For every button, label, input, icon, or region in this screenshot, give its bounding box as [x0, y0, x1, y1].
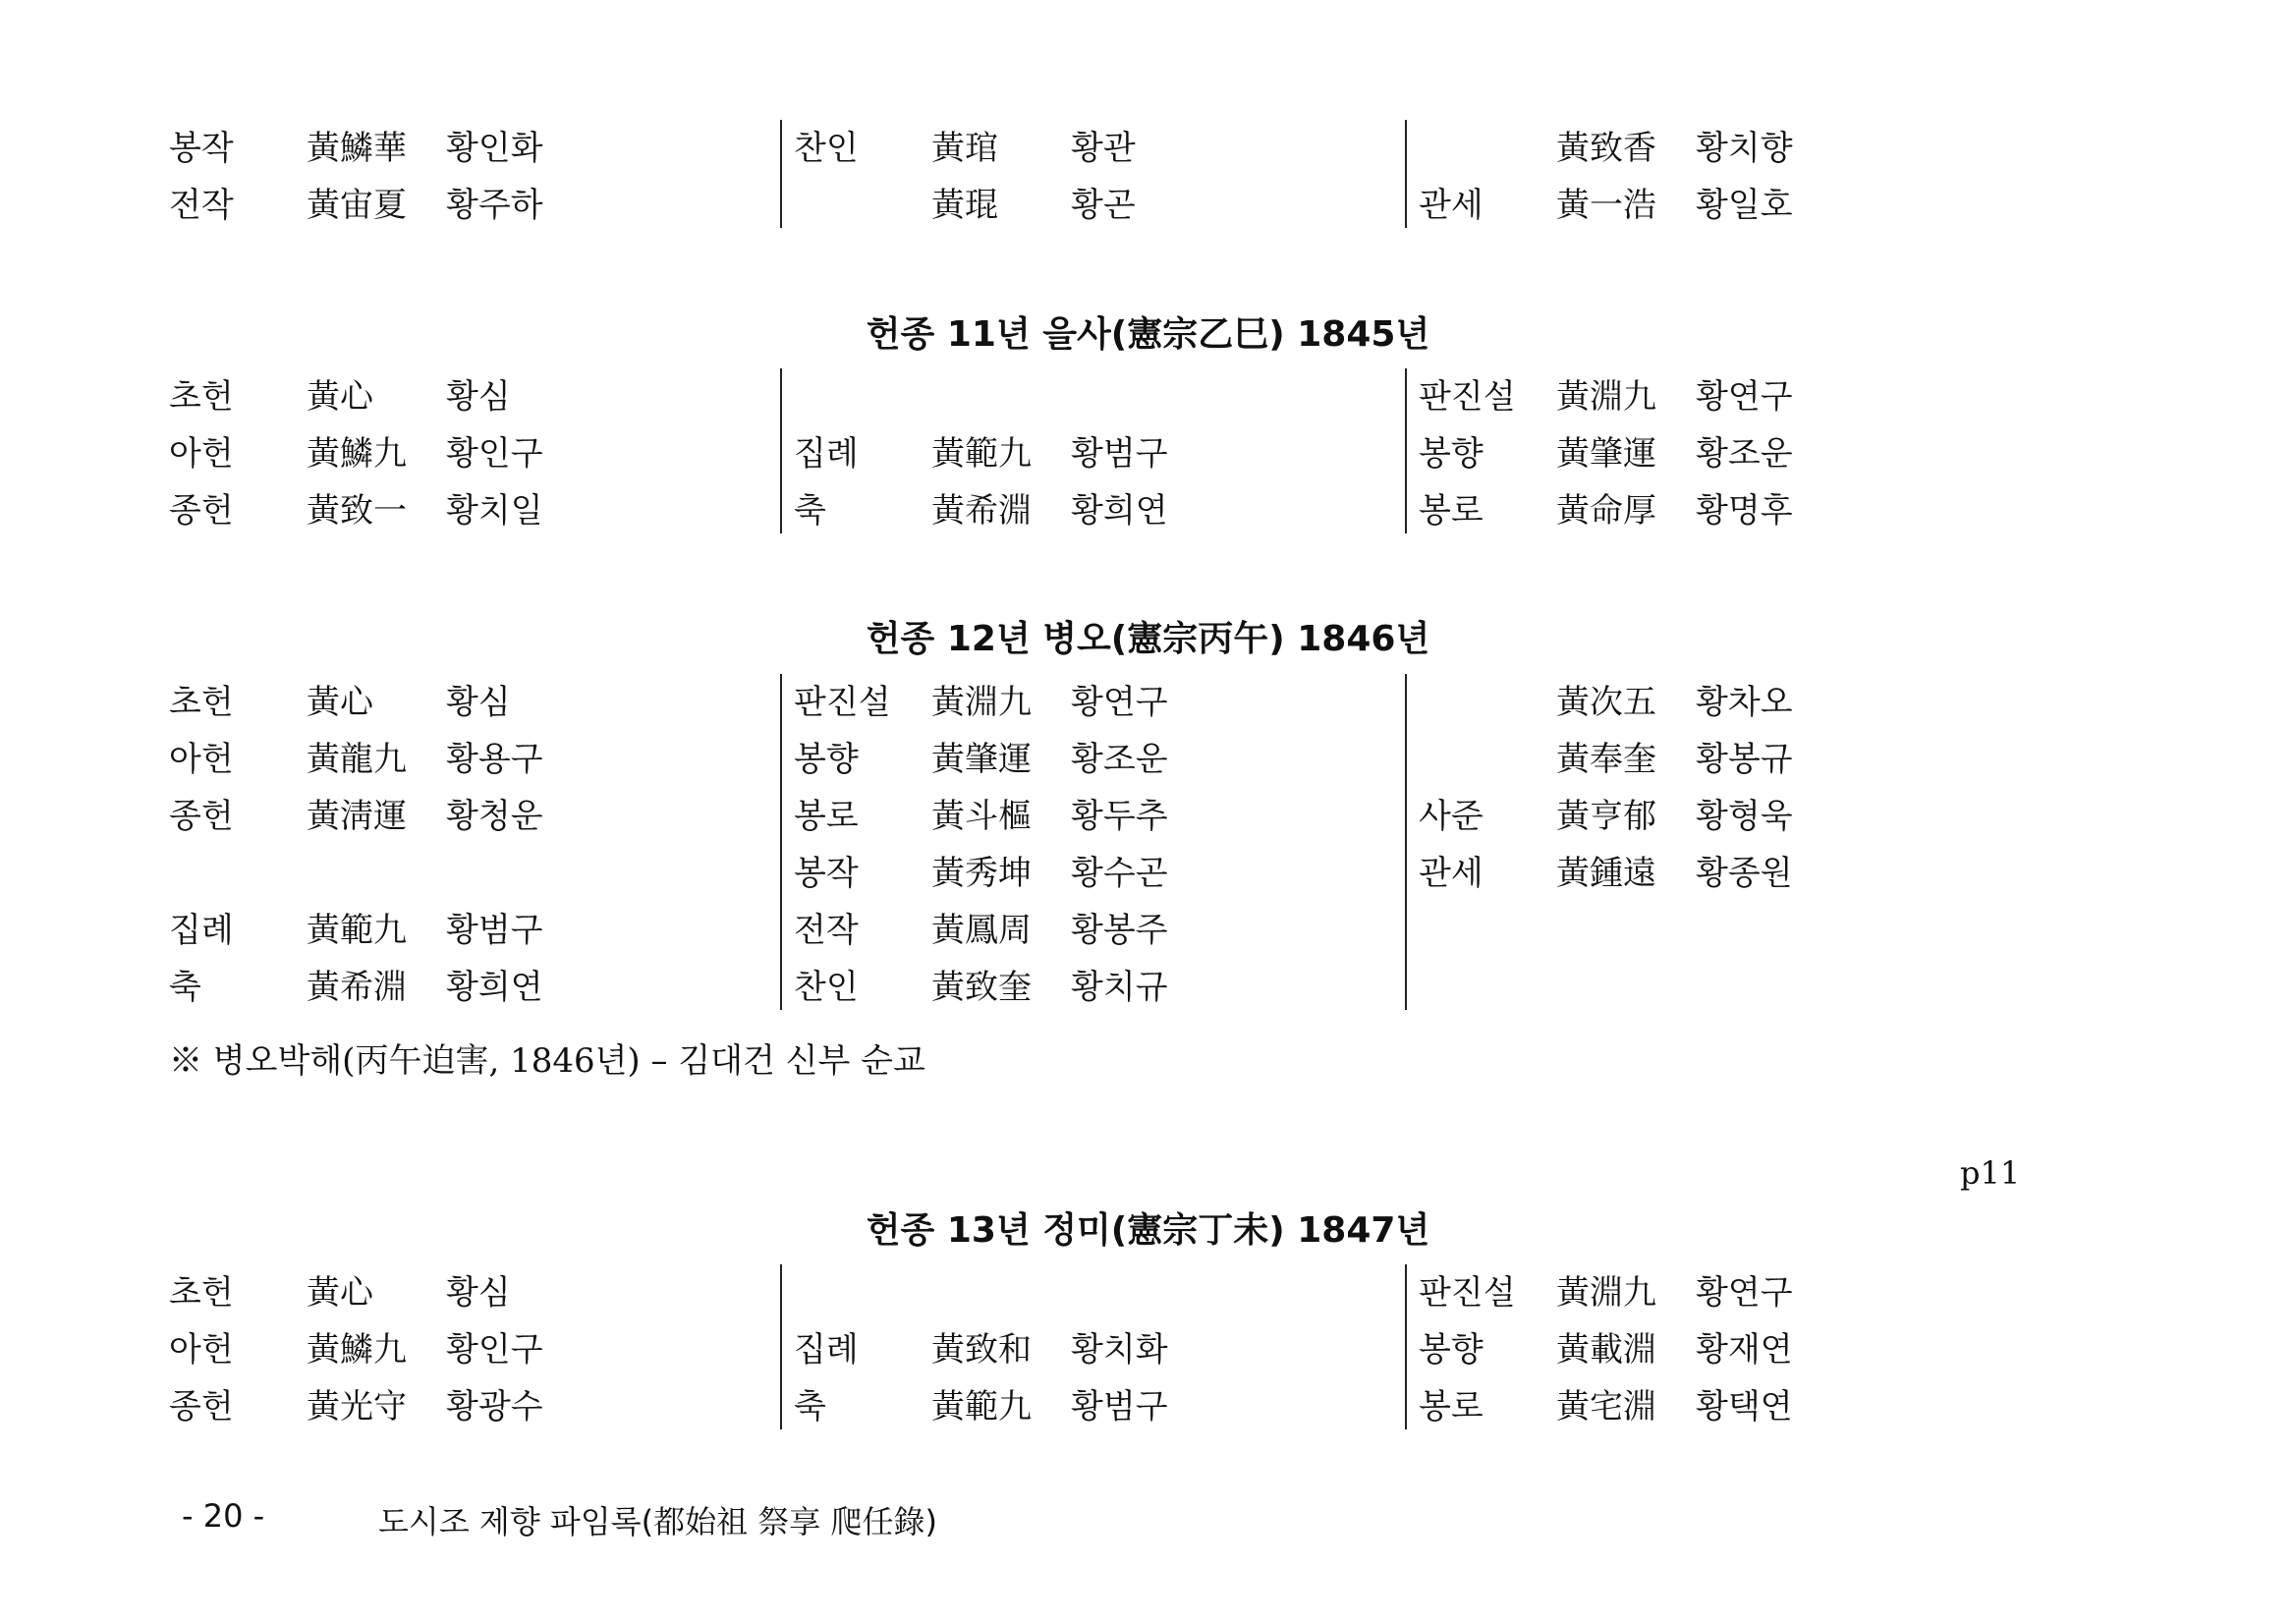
role-label: 전작 [794, 911, 859, 950]
section-1846 [0, 674, 2296, 1016]
korean-name: 황인구 [446, 1330, 543, 1370]
hanja-name: 黃心 [307, 1273, 373, 1313]
korean-name: 황인구 [446, 434, 543, 474]
role-label: 관세 [1419, 186, 1484, 225]
hanja-name: 黃鍾遠 [1556, 854, 1656, 893]
korean-name: 황조운 [1071, 740, 1168, 779]
korean-name: 황연구 [1696, 1273, 1793, 1313]
korean-name: 황주하 [446, 186, 543, 225]
korean-name: 황청운 [446, 797, 543, 836]
hanja-name: 黃琨 [931, 186, 998, 225]
role-label: 전작 [169, 186, 234, 225]
role-label: 판진설 [1419, 377, 1516, 417]
role-label: 종헌 [169, 491, 234, 531]
column-left [169, 1264, 758, 1435]
hanja-name: 黃鳳周 [931, 911, 1032, 950]
hanja-name: 黃肇運 [931, 740, 1032, 779]
hanja-name: 黃致奎 [931, 968, 1032, 1007]
role-label: 봉작 [169, 129, 234, 168]
column-middle [780, 1264, 1372, 1429]
footer-page-number: - 20 - [182, 1497, 265, 1535]
korean-name: 황재연 [1696, 1330, 1793, 1370]
role-label: 종헌 [169, 797, 234, 836]
section-1847 [0, 1264, 2296, 1435]
korean-name: 황연구 [1071, 683, 1168, 722]
korean-name: 황희연 [446, 968, 543, 1007]
role-label: 아헌 [169, 434, 234, 474]
role-label: 초헌 [169, 683, 234, 722]
column-right [1405, 120, 1996, 228]
hanja-name: 黃奉奎 [1556, 740, 1656, 779]
column-left [169, 674, 758, 1016]
footer-title: 도시조 제향 파임록(都始祖 祭享 爬任錄) [378, 1503, 937, 1540]
section-heading-1847: 헌종 13년 정미(憲宗丁未) 1847년 [866, 1210, 1430, 1251]
column-right [1405, 674, 1996, 1010]
hanja-name: 黃範九 [307, 911, 407, 950]
role-label: 초헌 [169, 1273, 234, 1313]
column-middle [780, 368, 1372, 533]
hanja-name: 黃淵九 [1556, 377, 1656, 417]
role-label: 집례 [794, 434, 859, 474]
role-label: 아헌 [169, 1330, 234, 1370]
page-marker: p11 [1960, 1154, 2021, 1192]
hanja-name: 黃範九 [931, 1387, 1032, 1426]
column-left [169, 368, 758, 539]
hanja-name: 黃琯 [931, 129, 998, 168]
hanja-name: 黃斗樞 [931, 797, 1032, 836]
korean-name: 황인화 [446, 129, 543, 168]
hanja-name: 黃淸運 [307, 797, 407, 836]
role-label: 관세 [1419, 854, 1484, 893]
hanja-name: 黃光守 [307, 1387, 407, 1426]
hanja-name: 黃載淵 [1556, 1330, 1656, 1370]
role-label: 찬인 [794, 129, 859, 168]
korean-name: 황종원 [1696, 854, 1793, 893]
section-heading-1845: 헌종 11년 을사(憲宗乙巳) 1845년 [866, 314, 1430, 355]
hanja-name: 黃亨郁 [1556, 797, 1656, 836]
role-label: 축 [794, 1387, 826, 1426]
korean-name: 황용구 [446, 740, 543, 779]
role-label: 봉향 [1419, 434, 1484, 474]
role-label: 봉로 [1419, 1387, 1484, 1426]
role-label: 축 [169, 968, 201, 1007]
hanja-name: 黃致香 [1556, 129, 1656, 168]
role-label: 봉작 [794, 854, 859, 893]
korean-name: 황두추 [1071, 797, 1168, 836]
hanja-name: 黃心 [307, 377, 373, 417]
hanja-name: 黃範九 [931, 434, 1032, 474]
hanja-name: 黃宙夏 [307, 186, 407, 225]
korean-name: 황범구 [1071, 1387, 1168, 1426]
column-left [169, 120, 758, 234]
korean-name: 황범구 [446, 911, 543, 950]
korean-name: 황범구 [1071, 434, 1168, 474]
korean-name: 황심 [446, 377, 511, 417]
korean-name: 황연구 [1696, 377, 1793, 417]
column-middle [780, 120, 1372, 228]
korean-name: 황치화 [1071, 1330, 1168, 1370]
korean-name: 황택연 [1696, 1387, 1793, 1426]
role-label: 판진설 [794, 683, 891, 722]
role-label: 아헌 [169, 740, 234, 779]
hanja-name: 黃希淵 [307, 968, 407, 1007]
korean-name: 황치향 [1696, 129, 1793, 168]
korean-name: 황광수 [446, 1387, 543, 1426]
role-label: 봉로 [1419, 491, 1484, 531]
korean-name: 황명후 [1696, 491, 1793, 531]
persecution-note: ※ 병오박해(丙午迫害, 1846년) – 김대건 신부 순교 [169, 1041, 925, 1081]
role-label: 봉향 [794, 740, 859, 779]
hanja-name: 黃肇運 [1556, 434, 1656, 474]
korean-name: 황봉규 [1696, 740, 1793, 779]
hanja-name: 黃鱗九 [307, 1330, 407, 1370]
role-label: 판진설 [1419, 1273, 1516, 1313]
hanja-name: 黃鱗九 [307, 434, 407, 474]
hanja-name: 黃心 [307, 683, 373, 722]
hanja-name: 黃希淵 [931, 491, 1032, 531]
korean-name: 황봉주 [1071, 911, 1168, 950]
korean-name: 황관 [1071, 129, 1136, 168]
column-middle [780, 674, 1372, 1010]
section-continuation [0, 120, 2296, 234]
korean-name: 황수곤 [1071, 854, 1168, 893]
korean-name: 황조운 [1696, 434, 1793, 474]
hanja-name: 黃宅淵 [1556, 1387, 1656, 1426]
role-label: 초헌 [169, 377, 234, 417]
section-heading-1846: 헌종 12년 병오(憲宗丙午) 1846년 [866, 619, 1430, 659]
korean-name: 황차오 [1696, 683, 1793, 722]
hanja-name: 黃次五 [1556, 683, 1656, 722]
column-right [1405, 368, 1996, 533]
korean-name: 황심 [446, 1273, 511, 1313]
role-label: 봉향 [1419, 1330, 1484, 1370]
korean-name: 황희연 [1071, 491, 1168, 531]
role-label: 종헌 [169, 1387, 234, 1426]
column-right [1405, 1264, 1996, 1429]
hanja-name: 黃淵九 [1556, 1273, 1656, 1313]
korean-name: 황일호 [1696, 186, 1793, 225]
hanja-name: 黃命厚 [1556, 491, 1656, 531]
korean-name: 황치규 [1071, 968, 1168, 1007]
korean-name: 황심 [446, 683, 511, 722]
hanja-name: 黃致一 [307, 491, 407, 531]
hanja-name: 黃致和 [931, 1330, 1032, 1370]
role-label: 사준 [1419, 797, 1484, 836]
hanja-name: 黃龍九 [307, 740, 407, 779]
hanja-name: 黃一浩 [1556, 186, 1656, 225]
hanja-name: 黃淵九 [931, 683, 1032, 722]
korean-name: 황곤 [1071, 186, 1136, 225]
role-label: 찬인 [794, 968, 859, 1007]
korean-name: 황치일 [446, 491, 543, 531]
role-label: 축 [794, 491, 826, 531]
role-label: 집례 [169, 911, 234, 950]
korean-name: 황형욱 [1696, 797, 1793, 836]
hanja-name: 黃秀坤 [931, 854, 1032, 893]
role-label: 봉로 [794, 797, 859, 836]
hanja-name: 黃鱗華 [307, 129, 407, 168]
role-label: 집례 [794, 1330, 859, 1370]
section-1845 [0, 368, 2296, 539]
